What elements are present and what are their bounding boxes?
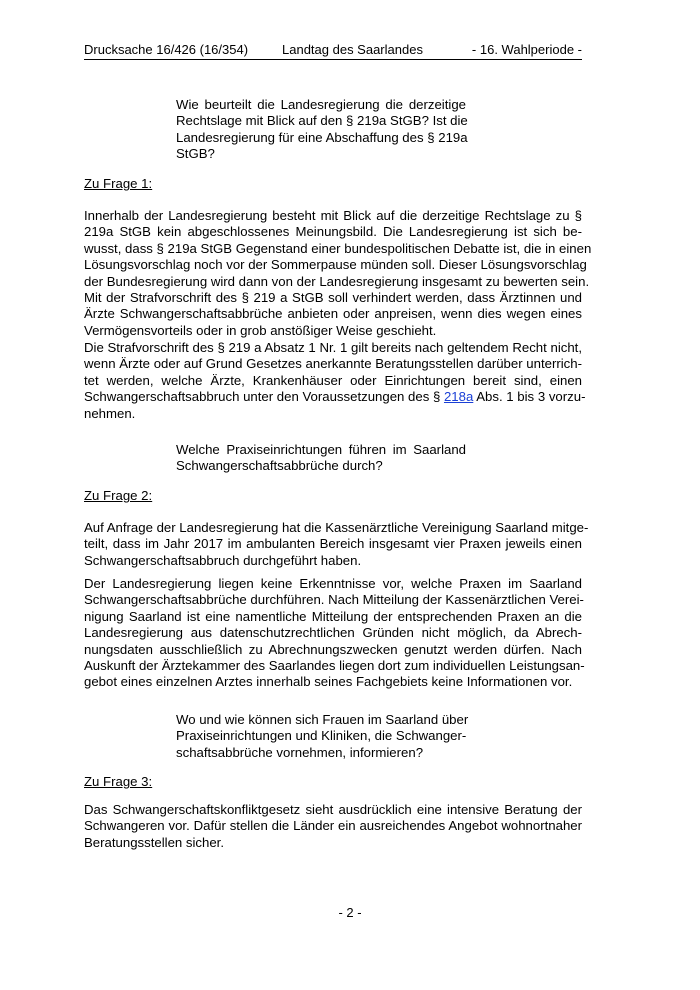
paragraph-text: Schwangerschaftsabbruch unter den Voraussetzungen des §: [84, 389, 444, 405]
paragraph-line: Die Strafvorschrift des § 219 a Absatz 1 Nr. 1 gilt bereits nach geltendem Recht nicht,: [84, 340, 582, 355]
paragraph-line: Schwangerschaftsabbrüche durchführen. Nach Mitteilung der Kassenärztlichen Verei-: [84, 592, 584, 608]
answer-2-paragraph-2: [84, 576, 585, 691]
page-number: - 2 -: [338, 905, 362, 920]
paragraph-line: wusst, dass § 219a StGB Gegenstand einer bundespolitischen Debatte ist, die in einen: [84, 240, 592, 256]
paragraph-line: Beratungsstellen sicher.: [84, 834, 225, 850]
paragraph-line: Mit der Strafvorschrift des § 219 a StGB soll verhindert werden, dass Ärztinnen und: [84, 290, 582, 306]
paragraph-line: nehmen.: [84, 405, 136, 421]
question-1-line: Wie beurteilt die Landesregierung die derzeitige: [176, 97, 466, 112]
paragraph-line: Landesregierung aus datenschutzrechtlichen Gründen nicht möglich, da Abrech-: [84, 625, 582, 641]
header-document-number: Drucksache 16/426 (16/354): [84, 42, 249, 57]
paragraph-line: Der Landesregierung liegen keine Erkenntnisse vor, welche Praxen im Saarland: [84, 576, 582, 591]
question-1-line: Rechtslage mit Blick auf den § 219a StGB? Ist die: [176, 113, 468, 129]
paragraph-line: Schwangerschaftsabbruch durchgeführt haben.: [84, 552, 362, 568]
question-3-line: Wo und wie können sich Frauen im Saarland über: [176, 712, 469, 727]
paragraph-line: wenn Ärzte oder auf Grund Gesetzes anerkannte Beratungsstellen darüber unterrich-: [84, 356, 582, 372]
paragraph-line: Das Schwangerschaftskonfliktgesetz sieht ausdrücklich eine intensive Beratung der: [84, 802, 582, 817]
law-reference-link-218a[interactable]: 218a: [443, 389, 474, 405]
paragraph-line: Innerhalb der Landesregierung besteht mit Blick auf die derzeitige Rechtslage zu §: [84, 208, 582, 223]
answer-3-heading: Zu Frage 3:: [84, 774, 153, 789]
question-3: [176, 712, 469, 761]
paragraph-text: Abs. 1 bis 3 vorzu-: [473, 389, 586, 405]
paragraph-line: Ärzte Schwangerschaftsabbrüche anbieten oder anpreisen, wenn dies wegen eines: [84, 306, 582, 322]
question-3-line: schaftsabbrüche vornehmen, informieren?: [176, 744, 424, 760]
paragraph-line: [84, 389, 586, 405]
answer-2-heading: Zu Frage 2:: [84, 488, 153, 503]
paragraph-line: Lösungsvorschlag noch vor der Sommerpause münden soll. Dieser Lösungsvorschlag: [84, 257, 587, 273]
answer-3-paragraph-1: [84, 802, 582, 851]
paragraph-line: 219a StGB kein abgeschlossenes Meinungsbild. Die Landesregierung ist sich be-: [84, 224, 582, 240]
answer-1-heading: Zu Frage 1:: [84, 176, 153, 191]
question-2-line: Schwangerschaftsabbrüche durch?: [176, 458, 383, 474]
paragraph-line: nigung Saarland ist eine namentliche Mitteilung der entsprechenden Praxen an die: [84, 608, 582, 624]
paragraph-line: teilt, dass im Jahr 2017 im ambulanten Bereich insgesamt vier Praxen jeweils einen: [84, 536, 582, 552]
paragraph-line: gebot eines einzelnen Arztes innerhalb seines Fachgebiets keine Informationen vor.: [84, 674, 573, 690]
answer-1-paragraph-1: [84, 208, 592, 339]
paragraph-line: Schwangeren vor. Dafür stellen die Länder ein ausreichendes Angebot wohnortnaher: [84, 818, 582, 834]
question-1-line: StGB?: [176, 146, 215, 162]
header-legislative-period: - 16. Wahlperiode -: [471, 42, 582, 57]
answer-2-paragraph-1: [84, 520, 589, 569]
question-2-line: Welche Praxiseinrichtungen führen im Saarland: [176, 442, 466, 457]
paragraph-line: tet werden, welche Ärzte, Krankenhäuser oder Einrichtungen bereit sind, einen: [84, 372, 582, 388]
question-2: [176, 442, 466, 475]
paragraph-line: der Bundesregierung wird dann von der Landesregierung insgesamt zu bewerten sein.: [84, 273, 590, 289]
page-header: [84, 42, 582, 60]
paragraph-line: Auskunft der Ärztekammer des Saarlandes liegen dort zum individuellen Leistungsan-: [84, 658, 585, 674]
question-1-line: Landesregierung für eine Abschaffung des § 219a: [176, 129, 468, 145]
paragraph-line: Auf Anfrage der Landesregierung hat die Kassenärztliche Vereinigung Saarland mitge-: [84, 520, 589, 535]
question-1: [176, 97, 466, 163]
paragraph-line: Vermögensvorteils oder in grob anstößiger Weise geschieht.: [84, 322, 437, 338]
answer-1-paragraph-2: [84, 340, 586, 422]
paragraph-line: nungsdaten ausschließlich zu Abrechnungszwecken genutzt werden dürfen. Nach: [84, 641, 582, 657]
header-parliament: Landtag des Saarlandes: [282, 42, 423, 57]
question-3-line: Praxiseinrichtungen und Kliniken, die Schwanger-: [176, 728, 467, 744]
